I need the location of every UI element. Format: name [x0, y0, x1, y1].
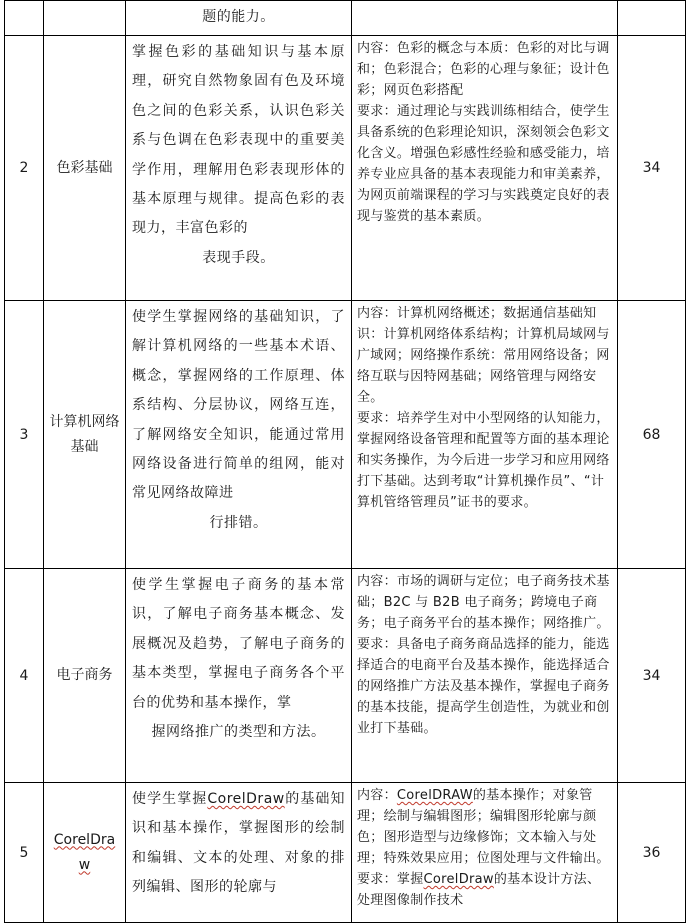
hours-cell: 34 [618, 36, 686, 301]
content-brand-2: CorelDraw [423, 872, 494, 887]
goal-cell [126, 1, 352, 36]
requirement-text: 要求：具备电子商务商品选择的能力，能选择适合的电商平台及基本操作，能选择适合的网络推广方法及基本操作，掌握电子商务的基本技能，提高学生创造性，为就业和创业打下基础。 [357, 637, 610, 736]
hours-cell: 68 [618, 301, 686, 569]
goal-text: 题的能力。 [202, 9, 275, 25]
content-brand: CorelDRAW [396, 788, 473, 803]
name-cell: 计算机网络基础 [44, 301, 126, 569]
content-text: 内容：计算机网络概述；数据通信基础知识：计算机网络体系结构；计算机局域网与广域网；网络操作系统：常用网络设备；网络互联与因特网基础；网络管理与网络安全。 [357, 306, 610, 405]
table-row [5, 569, 686, 783]
goal-text: 使学生掌握网络的基础知识，了解计算机网络的一些基本术语、概念，掌握网络的工作原理、体系结构、分层协议，网络互连，了解网络安全知识，能通过常用网络设备进行简单的组网，能对常见网络故障进 [132, 309, 345, 502]
goal-cell [126, 569, 352, 783]
content-tail: 的基本设计方法、处理图像制作技术 [357, 872, 601, 908]
goal-text-last: 行排错。 [209, 514, 268, 531]
hours-cell: 36 [618, 783, 686, 923]
goal-text: 使学生掌握电子商务的基本常识，了解电子商务基本概念、发展概况及趋势，了解电子商务的基本类型，掌握电子商务各个平台的优势和基本操作，掌 [132, 577, 345, 711]
content-cell [352, 36, 618, 301]
goal-text-last: 握网络推广的类型和方法。 [151, 724, 326, 741]
goal-cell [126, 36, 352, 301]
content-prefix: 内容： [357, 788, 397, 803]
hours-cell: 34 [618, 569, 686, 783]
content-cell [352, 1, 618, 36]
num-cell: 2 [5, 36, 44, 301]
table-row [5, 1, 686, 36]
goal-cell [126, 783, 352, 923]
name-cell [44, 1, 126, 36]
table-row [5, 301, 686, 569]
content-cell [352, 783, 618, 923]
num-cell: 3 [5, 301, 44, 569]
goal-cell [126, 301, 352, 569]
num-cell: 5 [5, 783, 44, 923]
content-text: 内容：色彩的概念与本质：色彩的对比与调和；色彩混合；色彩的心理与象征；设计色彩；网页色彩搭配 [357, 41, 610, 98]
name-text-part1: CorelDra [53, 831, 116, 848]
goal-brand: CorelDraw [207, 791, 285, 807]
table-row [5, 783, 686, 923]
name-cell: 色彩基础 [44, 36, 126, 301]
goal-text-prefix: 使学生掌握 [132, 791, 208, 807]
content-cell [352, 569, 618, 783]
goal-text: 掌握色彩的基础知识与基本原理，研究自然物象固有色及环境色之间的色彩关系，认识色彩关系与色调在色彩表现中的重要美学作用，理解用色彩表现形体的基本原理与规律。提高色彩的表现力，丰富色彩的 [132, 44, 345, 237]
goal-text: 的基础知识和基本操作，掌握图形的绘制和编辑、文本的处理、对象的排列编辑、图形的轮廓与 [132, 791, 346, 896]
table-row [5, 36, 686, 301]
name-cell: 电子商务 [44, 569, 126, 783]
num-cell: 4 [5, 569, 44, 783]
num-cell [5, 1, 44, 36]
name-cell [44, 783, 126, 923]
content-text: 的基本操作；对象管理；绘制与编辑图形；编辑图形轮廓与颜色；图形造型与边缘修饰；文本输入与处理；特殊效果应用；位图处理与文件输出。要求：掌握 [357, 788, 610, 887]
hours-cell [618, 1, 686, 36]
content-text: 内容：市场的调研与定位；电子商务技术基础；B2C 与 B2B 电子商务；跨境电子商务；电子商务平台的基本操作；网络推广。 [357, 574, 610, 631]
goal-text-last: 表现手段。 [202, 249, 275, 266]
requirement-text: 要求：培养学生对中小型网络的认知能力，掌握网络设备管理和配置等方面的基本理论和实务操作，为今后进一步学习和应用网络打下基础。达到考取“计算机操作员”、“计算机管络管理员”证书的要求。 [357, 411, 610, 510]
name-text-part2: w [78, 856, 91, 873]
requirement-text: 要求：通过理论与实践训练相结合，使学生具备系统的色彩理论知识，深刻领会色彩文化含义。增强色彩感性经验和感受能力，培养专业应具备的基本表现能力和审美素养，为网页前端课程的学习与实践奠定良好的表现与鉴赏的基本素质。 [357, 104, 610, 224]
curriculum-table [4, 0, 686, 923]
content-cell [352, 301, 618, 569]
